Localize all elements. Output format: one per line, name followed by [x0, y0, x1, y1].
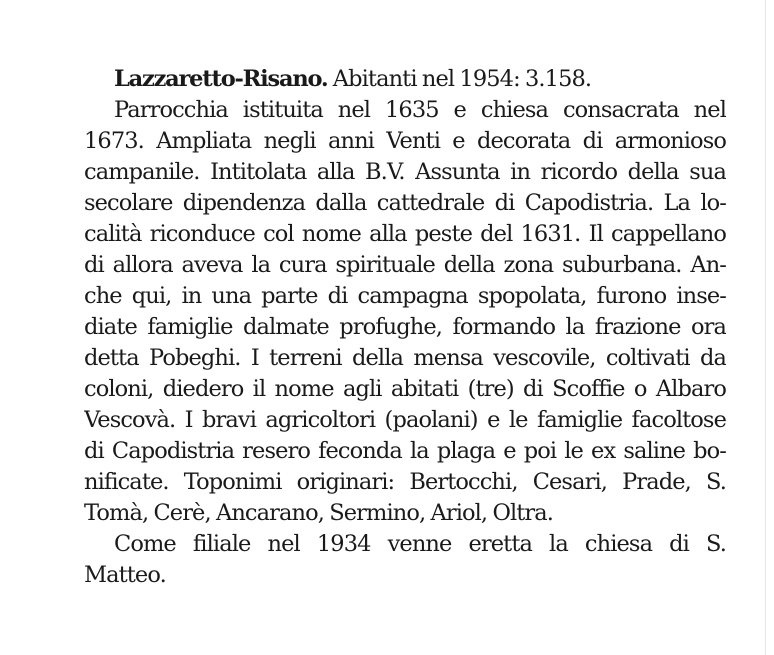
text-line: Vescovà. I bravi agricoltori (paolani) e le famiglie facoltose — [84, 407, 726, 433]
text-line: 1673. Ampliata negli anni Venti e decorata di armonioso — [84, 128, 726, 154]
text-line: nificate. Toponimi originari: Bertocchi, Cesari, Prade, S. — [84, 469, 726, 495]
document-text — [84, 64, 726, 591]
text-line: calità riconduce col nome alla peste del 1631. Il cappellano — [84, 221, 726, 247]
text-line: secolare dipendenza dalla cattedrale di Capodistria. La lo- — [84, 190, 726, 216]
header-line — [84, 64, 726, 95]
scan-edge — [765, 0, 766, 655]
text-line: campanile. Intitolata alla B.V. Assunta in ricordo della sua — [84, 159, 726, 185]
text-line: diate famiglie dalmate profughe, formando la frazione ora — [84, 314, 726, 340]
paragraph-history — [84, 95, 726, 529]
entry-title: Lazzaretto-Risano. — [114, 66, 328, 92]
text-line: di allora aveva la cura spirituale della zona suburbana. An- — [84, 252, 726, 278]
text-line: Matteo. — [84, 562, 166, 588]
text-line: detta Pobeghi. I terreni della mensa vescovile, coltivati da — [84, 345, 726, 371]
text-line: Come filiale nel 1934 venne eretta la chiesa di S. — [114, 531, 726, 557]
text-line: coloni, diedero il nome agli abitati (tre) di Scoffie o Albaro — [84, 376, 726, 402]
text-line: di Capodistria resero feconda la plaga e poi le ex saline bo- — [84, 438, 726, 464]
population-text: Abitanti nel 1954: 3.158. — [327, 66, 592, 92]
paragraph-filiale — [84, 529, 726, 591]
text-line: Tomà, Cerè, Ancarano, Sermino, Ariol, Oltra. — [84, 500, 554, 526]
text-line: che qui, in una parte di campagna spopolata, furono inse- — [84, 283, 726, 309]
text-line: Parrocchia istituita nel 1635 e chiesa consacrata nel — [114, 97, 726, 123]
entry-header — [84, 64, 726, 95]
